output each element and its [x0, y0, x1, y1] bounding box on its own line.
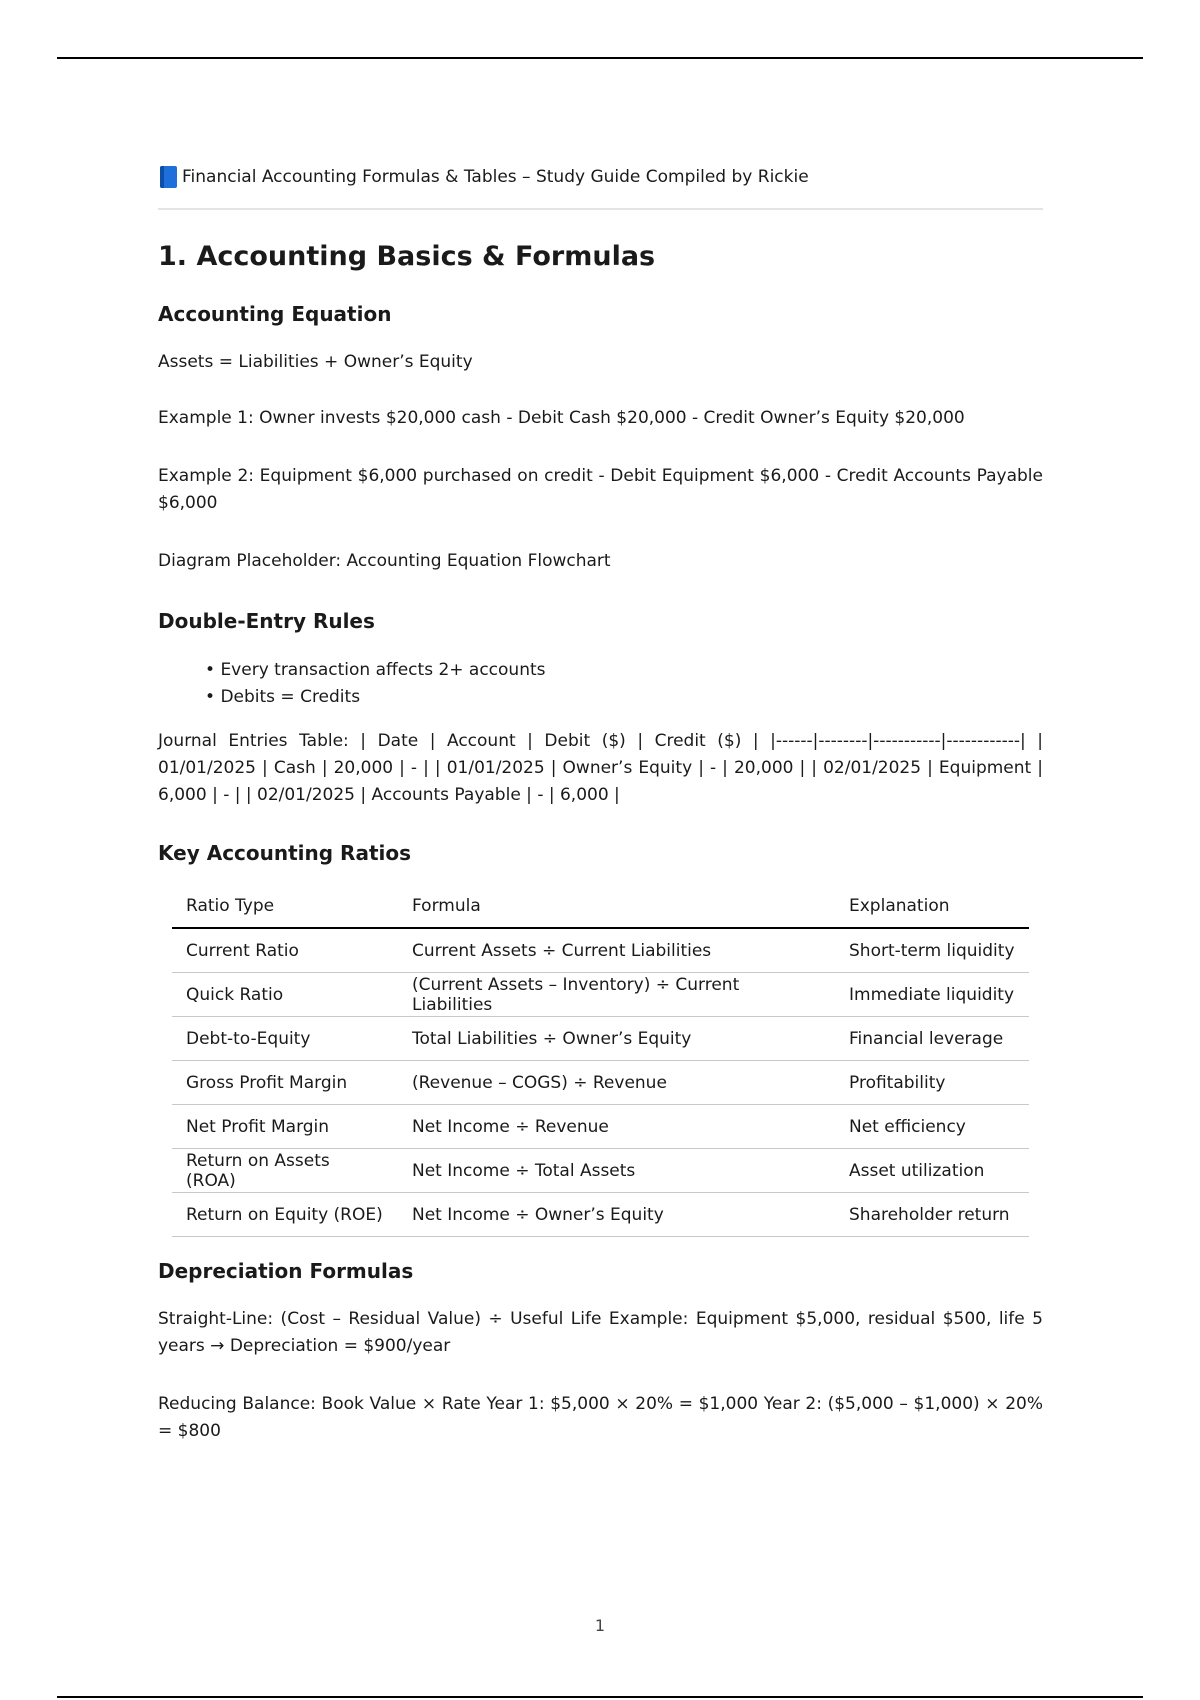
list-item: • Debits = Credits: [205, 684, 1043, 711]
table-row: [172, 1105, 1029, 1149]
double-entry-heading: Double-Entry Rules: [158, 609, 375, 633]
table-cell: Short-term liquidity: [835, 928, 1029, 973]
straight-line-text: Straight-Line: (Cost – Residual Value) ÷ Useful Life Example: Equipment $5,000, residual $500, life 5 years → Depreciation = $900/year: [158, 1309, 1043, 1356]
list-item: • Every transaction affects 2+ accounts: [205, 657, 1043, 684]
book-icon: [158, 165, 178, 189]
table-row: [172, 1149, 1029, 1193]
table-row: [172, 973, 1029, 1017]
table-row: [172, 1017, 1029, 1061]
document-body: [158, 164, 1043, 1445]
page-number: 1: [594, 1616, 606, 1635]
journal-entries-text: Journal Entries Table: | Date | Account | Debit ($) | Credit ($) | |------|--------|-----------|------------| | 01/01/2025 | Cash | 20,000 | - | | 01/01/2025 | Owner’s Equity | - | 20,000 | | 02/01/2025 | Equipment | 6,000 | - | | 02/01/2025 | Accounts Payable | - | 6,000 |: [158, 731, 1043, 805]
table-cell: Shareholder return: [835, 1193, 1029, 1237]
column-header: Formula: [398, 885, 835, 928]
key-ratios-heading: Key Accounting Ratios: [158, 841, 412, 865]
table-cell: (Current Assets – Inventory) ÷ Current Liabilities: [398, 973, 835, 1017]
section-title: 1. Accounting Basics & Formulas: [158, 241, 656, 272]
table-cell: Quick Ratio: [172, 973, 398, 1017]
accounting-equation-formula: Assets = Liabilities + Owner’s Equity: [158, 352, 473, 372]
table-header-row: [172, 885, 1029, 928]
accounting-equation-heading: Accounting Equation: [158, 302, 392, 326]
document-header: [158, 164, 1043, 190]
example-2: Example 2: Equipment $6,000 purchased on credit - Debit Equipment $6,000 - Credit Accounts Payable $6,000: [158, 466, 1043, 513]
table-cell: Net Income ÷ Owner’s Equity: [398, 1193, 835, 1237]
column-header: Ratio Type: [172, 885, 398, 928]
table-cell: (Revenue – COGS) ÷ Revenue: [398, 1061, 835, 1105]
reducing-balance-text: Reducing Balance: Book Value × Rate Year 1: $5,000 × 20% = $1,000 Year 2: ($5,000 – $1,000) × 20% = $800: [158, 1394, 1043, 1441]
header-divider: [158, 208, 1043, 210]
table-cell: Total Liabilities ÷ Owner’s Equity: [398, 1017, 835, 1061]
double-entry-list: [158, 657, 1043, 711]
table-cell: Immediate liquidity: [835, 973, 1029, 1017]
depreciation-heading: Depreciation Formulas: [158, 1259, 414, 1283]
table-cell: Net efficiency: [835, 1105, 1029, 1149]
ratios-table: [172, 885, 1029, 1237]
table-cell: Net Income ÷ Revenue: [398, 1105, 835, 1149]
table-cell: Net Income ÷ Total Assets: [398, 1149, 835, 1193]
table-cell: Financial leverage: [835, 1017, 1029, 1061]
table-cell: Return on Equity (ROE): [172, 1193, 398, 1237]
top-rule: [57, 57, 1143, 59]
table-row: [172, 1193, 1029, 1237]
table-row: [172, 1061, 1029, 1105]
table-cell: Current Assets ÷ Current Liabilities: [398, 928, 835, 973]
table-cell: Net Profit Margin: [172, 1105, 398, 1149]
table-cell: Return on Assets (ROA): [172, 1149, 398, 1193]
table-cell: Gross Profit Margin: [172, 1061, 398, 1105]
document-title: Financial Accounting Formulas & Tables – Study Guide Compiled by Rickie: [182, 167, 809, 187]
table-cell: Debt-to-Equity: [172, 1017, 398, 1061]
bottom-rule: [57, 1696, 1143, 1698]
table-cell: Profitability: [835, 1061, 1029, 1105]
column-header: Explanation: [835, 885, 1029, 928]
table-row: [172, 928, 1029, 973]
example-1: Example 1: Owner invests $20,000 cash - Debit Cash $20,000 - Credit Owner’s Equity $20,000: [158, 408, 965, 428]
diagram-placeholder: Diagram Placeholder: Accounting Equation Flowchart: [158, 551, 611, 571]
table-cell: Asset utilization: [835, 1149, 1029, 1193]
table-cell: Current Ratio: [172, 928, 398, 973]
